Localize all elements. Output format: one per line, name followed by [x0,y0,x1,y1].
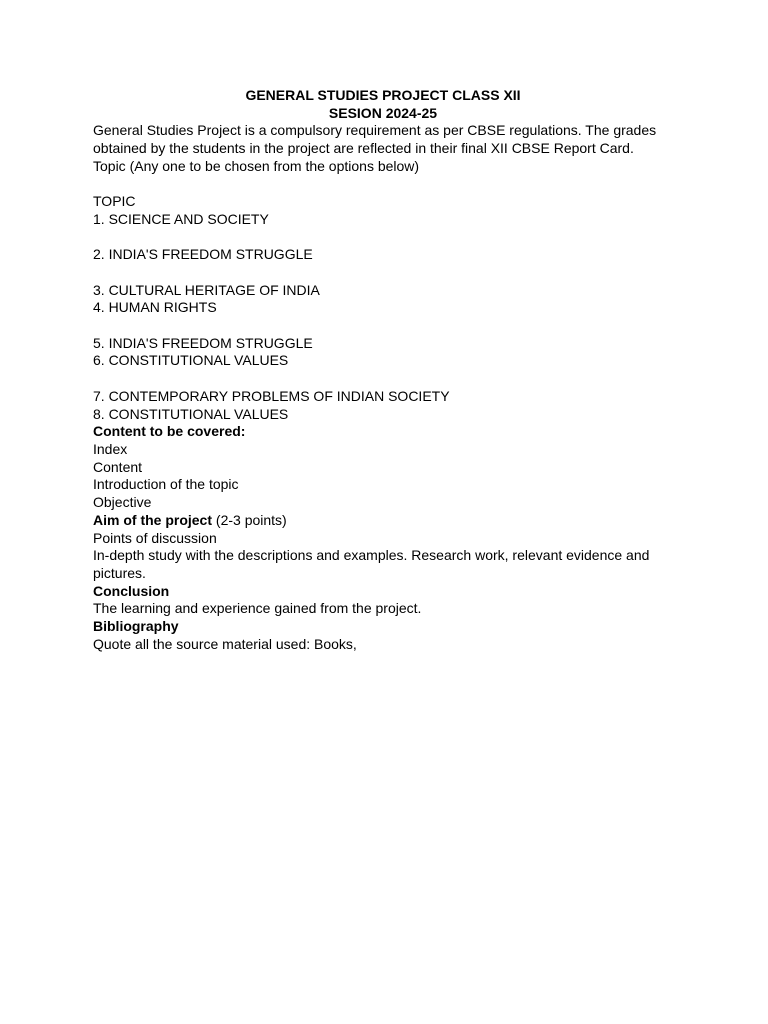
spacer [93,317,673,335]
spacer [93,229,673,247]
content-item-introduction: Introduction of the topic [93,476,239,493]
aim-note: (2-3 points) [212,511,287,528]
conclusion-text: The learning and experience gained from the project. [93,600,422,617]
content-item-content: Content [93,458,143,475]
aim-line [93,512,673,530]
bibliography-text: Quote all the source material used: Books, [93,635,357,652]
points-of-discussion: Points of discussion [93,529,217,546]
intro-paragraph: General Studies Project is a compulsory requirement as per CBSE regulations. The grades obtained by the students in the project are reflected in their final XII CBSE Report Card. [93,122,657,157]
indepth-paragraph: In-depth study with the descriptions and examples. Research work, relevant evidence and pictures. [93,547,650,581]
session-title: SESION 2024-25 [328,104,438,121]
content-item-index: Index [93,440,128,457]
content-heading: Content to be covered: [93,423,246,440]
bibliography-heading: Bibliography [93,618,179,635]
topic-heading: TOPIC [93,193,136,210]
topic-item-5: 5. INDIA'S FREEDOM STRUGGLE [93,334,313,351]
topic-item-3: 3. CULTURAL HERITAGE OF INDIA [93,281,320,298]
topic-instruction: Topic (Any one to be chosen from the options below) [93,157,420,174]
document-title: GENERAL STUDIES PROJECT CLASS XII [245,87,521,103]
topic-item-4: 4. HUMAN RIGHTS [93,299,217,316]
aim-label: Aim of the project [93,511,213,528]
spacer [93,264,673,282]
topic-item-2: 2. INDIA'S FREEDOM STRUGGLE [93,246,313,263]
topic-item-1: 1. SCIENCE AND SOCIETY [93,210,269,227]
topic-item-8: 8. CONSTITUTIONAL VALUES [93,405,289,422]
topic-item-6: 6. CONSTITUTIONAL VALUES [93,352,289,369]
spacer [93,176,673,194]
document-body [93,87,673,653]
spacer [93,370,673,388]
conclusion-heading: Conclusion [93,582,170,599]
content-item-objective: Objective [93,494,152,511]
topic-item-7: 7. CONTEMPORARY PROBLEMS OF INDIAN SOCIETY [93,387,450,404]
